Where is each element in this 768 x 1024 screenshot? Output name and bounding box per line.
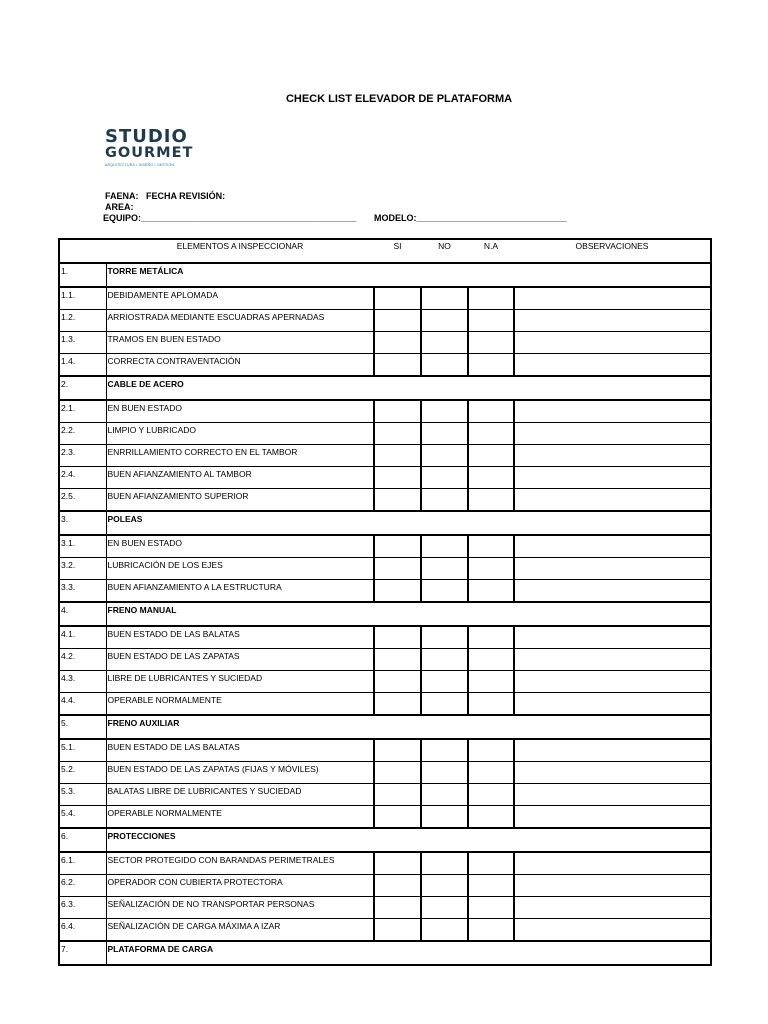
checkbox-no[interactable] <box>421 558 468 580</box>
item-label: EN BUEN ESTADO <box>106 535 374 558</box>
checkbox-na[interactable] <box>468 580 514 603</box>
document-title: CHECK LIST ELEVADOR DE PLATAFORMA <box>285 93 513 105</box>
item-label: BALATAS LIBRE DE LUBRICANTES Y SUCIEDAD <box>106 784 374 806</box>
observaciones-cell[interactable] <box>514 852 711 875</box>
item-number: 6.4. <box>59 919 106 942</box>
checklist-item-row <box>59 332 711 354</box>
checklist-item-row <box>59 919 711 942</box>
item-label: EN BUEN ESTADO <box>106 400 374 423</box>
section-number: 6. <box>59 828 106 852</box>
observaciones-cell[interactable] <box>514 423 711 445</box>
observaciones-cell[interactable] <box>514 784 711 806</box>
checklist-item-row <box>59 897 711 919</box>
section-row <box>59 263 711 287</box>
checkbox-no[interactable] <box>421 423 468 445</box>
checkbox-na[interactable] <box>468 332 514 354</box>
checkbox-si[interactable] <box>374 310 421 332</box>
section-row <box>59 828 711 852</box>
checklist-item-row <box>59 784 711 806</box>
item-number: 6.3. <box>59 897 106 919</box>
item-number: 4.4. <box>59 693 106 716</box>
item-label: OPERABLE NORMALMENTE <box>106 806 374 829</box>
item-number: 4.3. <box>59 671 106 693</box>
item-label: ARRIOSTRADA MEDIANTE ESCUADRAS APERNADAS <box>106 310 374 332</box>
section-title: POLEAS <box>106 511 711 535</box>
section-title: TORRE METÁLICA <box>106 263 711 287</box>
checkbox-na[interactable] <box>468 354 514 377</box>
section-title: PLATAFORMA DE CARGA <box>106 941 711 965</box>
item-label: CORRECTA CONTRAVENTACIÓN <box>106 354 374 377</box>
column-header-na: N.A <box>468 239 514 263</box>
checkbox-na[interactable] <box>468 310 514 332</box>
checklist-item-row <box>59 806 711 829</box>
item-label: BUEN AFIANZAMIENTO SUPERIOR <box>106 489 374 512</box>
item-label: BUEN ESTADO DE LAS BALATAS <box>106 739 374 762</box>
checkbox-na[interactable] <box>468 535 514 558</box>
checkbox-na[interactable] <box>468 762 514 784</box>
checkbox-si[interactable] <box>374 852 421 875</box>
item-number: 6.1. <box>59 852 106 875</box>
checkbox-na[interactable] <box>468 400 514 423</box>
checkbox-si[interactable] <box>374 806 421 829</box>
checkbox-no[interactable] <box>421 649 468 671</box>
checklist-item-row <box>59 535 711 558</box>
item-number: 5.4. <box>59 806 106 829</box>
item-label: SECTOR PROTEGIDO CON BARANDAS PERIMETRALES <box>106 852 374 875</box>
logo-line-studio: STUDIO <box>105 126 188 147</box>
checkbox-na[interactable] <box>468 467 514 489</box>
checkbox-si[interactable] <box>374 875 421 897</box>
observaciones-cell[interactable] <box>514 762 711 784</box>
checklist-item-row <box>59 739 711 762</box>
section-number: 3. <box>59 511 106 535</box>
section-number: 5. <box>59 715 106 739</box>
checkbox-na[interactable] <box>468 445 514 467</box>
checkbox-na[interactable] <box>468 784 514 806</box>
section-number: 1. <box>59 263 106 287</box>
item-label: BUEN AFIANZAMIENTO AL TAMBOR <box>106 467 374 489</box>
item-number: 3.3. <box>59 580 106 603</box>
observaciones-cell[interactable] <box>514 354 711 377</box>
checkbox-no[interactable] <box>421 739 468 762</box>
checkbox-si[interactable] <box>374 332 421 354</box>
item-number: 1.4. <box>59 354 106 377</box>
item-label: BUEN ESTADO DE LAS ZAPATAS <box>106 649 374 671</box>
checkbox-no[interactable] <box>421 287 468 310</box>
checkbox-si[interactable] <box>374 693 421 716</box>
checkbox-na[interactable] <box>468 423 514 445</box>
section-title: CABLE DE ACERO <box>106 376 711 400</box>
checklist-item-row <box>59 649 711 671</box>
company-logo <box>105 128 195 167</box>
checkbox-na[interactable] <box>468 671 514 693</box>
item-number: 2.3. <box>59 445 106 467</box>
checkbox-no[interactable] <box>421 626 468 649</box>
section-row <box>59 941 711 965</box>
checklist-item-row <box>59 400 711 423</box>
checkbox-no[interactable] <box>421 354 468 377</box>
observaciones-cell[interactable] <box>514 489 711 512</box>
checklist-item-row <box>59 310 711 332</box>
item-number: 4.2. <box>59 649 106 671</box>
checkbox-na[interactable] <box>468 739 514 762</box>
table-header-row <box>59 239 711 263</box>
checkbox-si[interactable] <box>374 626 421 649</box>
observaciones-cell[interactable] <box>514 739 711 762</box>
item-number: 1.3. <box>59 332 106 354</box>
checkbox-si[interactable] <box>374 467 421 489</box>
item-number: 3.1. <box>59 535 106 558</box>
item-label: SEÑALIZACIÓN DE CARGA MÁXIMA A IZAR <box>106 919 374 942</box>
item-label: LUBRICACIÓN DE LOS EJES <box>106 558 374 580</box>
observaciones-cell[interactable] <box>514 287 711 310</box>
checklist-item-row <box>59 626 711 649</box>
checklist-item-row <box>59 445 711 467</box>
item-number: 6.2. <box>59 875 106 897</box>
checkbox-no[interactable] <box>421 535 468 558</box>
checkbox-si[interactable] <box>374 558 421 580</box>
checklist-item-row <box>59 558 711 580</box>
checklist-item-row <box>59 354 711 377</box>
item-label: TRAMOS EN BUEN ESTADO <box>106 332 374 354</box>
item-number: 5.2. <box>59 762 106 784</box>
section-title: FRENO AUXILIAR <box>106 715 711 739</box>
item-number: 3.2. <box>59 558 106 580</box>
item-label: ENRRILLAMIENTO CORRECTO EN EL TAMBOR <box>106 445 374 467</box>
checkbox-no[interactable] <box>421 693 468 716</box>
column-header-elementos: ELEMENTOS A INSPECCIONAR <box>106 239 374 263</box>
checkbox-si[interactable] <box>374 535 421 558</box>
checkbox-no[interactable] <box>421 400 468 423</box>
checkbox-no[interactable] <box>421 445 468 467</box>
checkbox-no[interactable] <box>421 580 468 603</box>
checkbox-no[interactable] <box>421 671 468 693</box>
checkbox-na[interactable] <box>468 693 514 716</box>
item-label: SEÑALIZACIÓN DE NO TRANSPORTAR PERSONAS <box>106 897 374 919</box>
checkbox-no[interactable] <box>421 852 468 875</box>
checkbox-no[interactable] <box>421 467 468 489</box>
observaciones-cell[interactable] <box>514 467 711 489</box>
item-number: 4.1. <box>59 626 106 649</box>
checkbox-si[interactable] <box>374 580 421 603</box>
observaciones-cell[interactable] <box>514 332 711 354</box>
section-row <box>59 715 711 739</box>
checklist-item-row <box>59 852 711 875</box>
item-label: DEBIDAMENTE APLOMADA <box>106 287 374 310</box>
checkbox-no[interactable] <box>421 332 468 354</box>
item-number: 1.1. <box>59 287 106 310</box>
item-number: 5.3. <box>59 784 106 806</box>
checkbox-si[interactable] <box>374 649 421 671</box>
section-row <box>59 376 711 400</box>
observaciones-cell[interactable] <box>514 310 711 332</box>
observaciones-cell[interactable] <box>514 400 711 423</box>
observaciones-cell[interactable] <box>514 445 711 467</box>
checklist-item-row <box>59 875 711 897</box>
checkbox-si[interactable] <box>374 287 421 310</box>
checklist-table <box>58 238 712 966</box>
checkbox-si[interactable] <box>374 354 421 377</box>
item-number: 2.5. <box>59 489 106 512</box>
item-number: 2.4. <box>59 467 106 489</box>
checkbox-si[interactable] <box>374 897 421 919</box>
logo-line-gourmet: GOURMET <box>105 145 194 161</box>
checkbox-na[interactable] <box>468 649 514 671</box>
observaciones-cell[interactable] <box>514 671 711 693</box>
item-label: LIMPIO Y LUBRICADO <box>106 423 374 445</box>
checklist-item-row <box>59 580 711 603</box>
observaciones-cell[interactable] <box>514 558 711 580</box>
item-label: BUEN AFIANZAMIENTO A LA ESTRUCTURA <box>106 580 374 603</box>
checkbox-no[interactable] <box>421 310 468 332</box>
checkbox-si[interactable] <box>374 919 421 942</box>
modelo-field[interactable]: MODELO:______________________________ <box>374 213 567 223</box>
equipo-field[interactable]: EQUIPO:___________________________________________ <box>103 213 357 223</box>
item-number: 1.2. <box>59 310 106 332</box>
section-number: 7. <box>59 941 106 965</box>
section-title: PROTECCIONES <box>106 828 711 852</box>
checklist-item-row <box>59 762 711 784</box>
fecha-revision-label: FECHA REVISIÓN: <box>146 191 226 201</box>
logo-tagline: ARQUITECTURA • DISEÑO • GESTIÓN <box>105 163 175 167</box>
checkbox-na[interactable] <box>468 489 514 512</box>
checkbox-na[interactable] <box>468 897 514 919</box>
section-title: FRENO MANUAL <box>106 602 711 626</box>
item-number: 2.1. <box>59 400 106 423</box>
checklist-item-row <box>59 693 711 716</box>
checklist-item-row <box>59 671 711 693</box>
observaciones-cell[interactable] <box>514 875 711 897</box>
checkbox-si[interactable] <box>374 489 421 512</box>
checkbox-na[interactable] <box>468 558 514 580</box>
checkbox-na[interactable] <box>468 875 514 897</box>
checkbox-na[interactable] <box>468 626 514 649</box>
checkbox-no[interactable] <box>421 897 468 919</box>
checkbox-si[interactable] <box>374 445 421 467</box>
checkbox-no[interactable] <box>421 784 468 806</box>
item-label: LIBRE DE LUBRICANTES Y SUCIEDAD <box>106 671 374 693</box>
checklist-item-row <box>59 287 711 310</box>
checklist-item-row <box>59 423 711 445</box>
checkbox-si[interactable] <box>374 739 421 762</box>
checkbox-no[interactable] <box>421 875 468 897</box>
section-row <box>59 602 711 626</box>
checkbox-si[interactable] <box>374 400 421 423</box>
checklist-item-row <box>59 489 711 512</box>
item-number: 2.2. <box>59 423 106 445</box>
checkbox-na[interactable] <box>468 287 514 310</box>
checkbox-no[interactable] <box>421 919 468 942</box>
checkbox-no[interactable] <box>421 806 468 829</box>
item-number: 5.1. <box>59 739 106 762</box>
observaciones-cell[interactable] <box>514 535 711 558</box>
observaciones-cell[interactable] <box>514 919 711 942</box>
checkbox-no[interactable] <box>421 489 468 512</box>
checkbox-si[interactable] <box>374 784 421 806</box>
checkbox-no[interactable] <box>421 762 468 784</box>
item-label: BUEN ESTADO DE LAS ZAPATAS (FIJAS Y MÓVILES) <box>106 762 374 784</box>
observaciones-cell[interactable] <box>514 897 711 919</box>
column-header-observaciones: OBSERVACIONES <box>514 239 711 263</box>
item-label: BUEN ESTADO DE LAS BALATAS <box>106 626 374 649</box>
checklist-item-row <box>59 467 711 489</box>
checkbox-na[interactable] <box>468 806 514 829</box>
observaciones-cell[interactable] <box>514 693 711 716</box>
observaciones-cell[interactable] <box>514 649 711 671</box>
observaciones-cell[interactable] <box>514 580 711 603</box>
observaciones-cell[interactable] <box>514 806 711 829</box>
area-label: AREA: <box>105 202 134 212</box>
faena-label: FAENA: <box>105 191 139 201</box>
checkbox-si[interactable] <box>374 762 421 784</box>
observaciones-cell[interactable] <box>514 626 711 649</box>
column-header-no: NO <box>421 239 468 263</box>
section-number: 4. <box>59 602 106 626</box>
section-row <box>59 511 711 535</box>
column-header-si: SI <box>374 239 421 263</box>
item-label: OPERABLE NORMALMENTE <box>106 693 374 716</box>
checkbox-si[interactable] <box>374 671 421 693</box>
item-label: OPERADOR CON CUBIERTA PROTECTORA <box>106 875 374 897</box>
checkbox-si[interactable] <box>374 423 421 445</box>
checkbox-na[interactable] <box>468 852 514 875</box>
section-number: 2. <box>59 376 106 400</box>
checkbox-na[interactable] <box>468 919 514 942</box>
